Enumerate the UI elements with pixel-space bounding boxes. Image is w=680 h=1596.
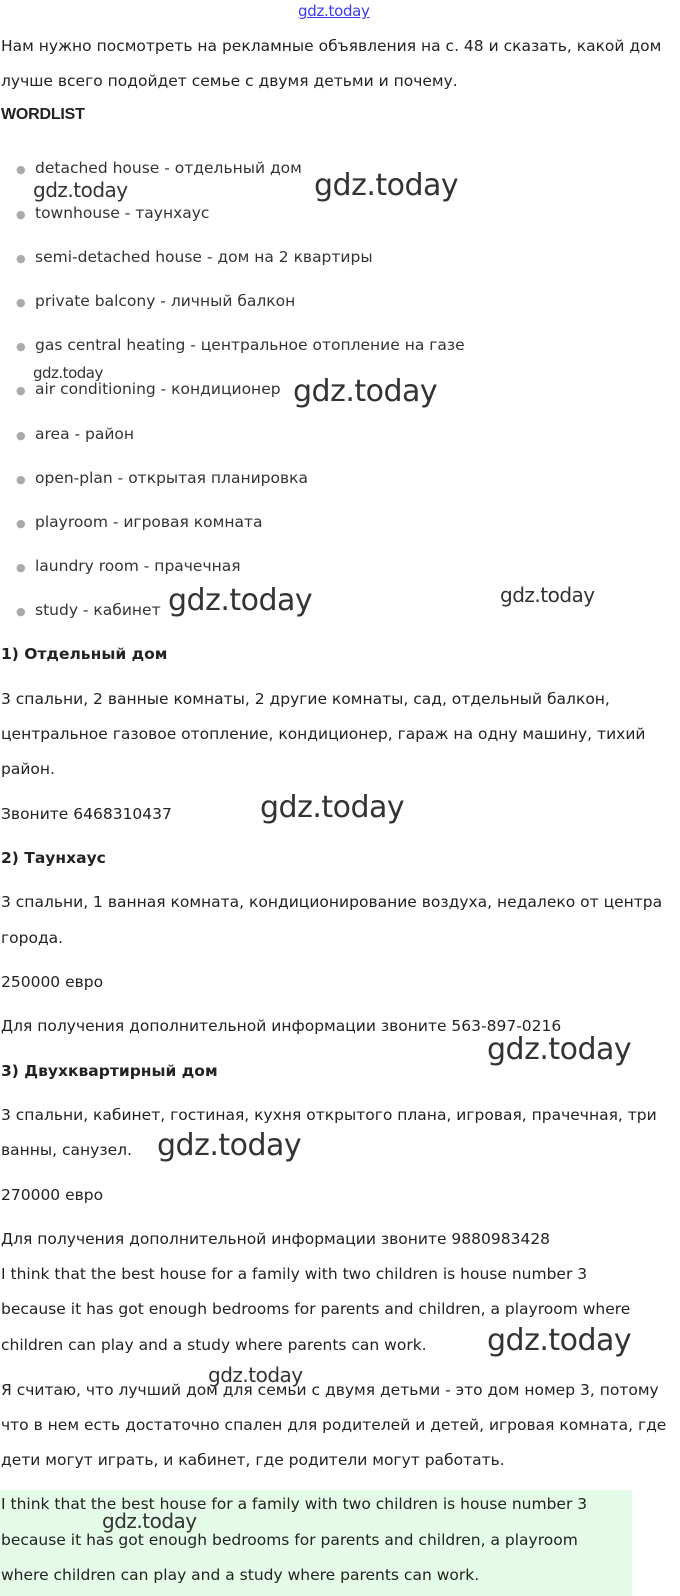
watermark: gdz.today xyxy=(487,1323,632,1358)
answer-en-line: because it has got enough bedrooms for parents and children, a playroom where xyxy=(1,1300,631,1318)
house-2-price: 250000 евро xyxy=(1,973,104,991)
wordlist-item-text: area - район xyxy=(35,425,135,443)
bullet-icon: ● xyxy=(16,561,26,574)
house-1-desc-line: центральное газовое отопление, кондиционер, гараж на одну машину, тихий xyxy=(1,725,646,743)
answer-en-line: children can play and a study where parents can work. xyxy=(1,1336,427,1354)
house-3-contact: Для получения дополнительной информации звоните 9880983428 xyxy=(1,1230,551,1248)
watermark: gdz.today xyxy=(293,374,438,409)
house-1-desc-line: 3 спальни, 2 ванные комнаты, 2 другие комнаты, сад, отдельный балкон, xyxy=(1,690,610,708)
bullet-icon: ● xyxy=(16,208,26,221)
wordlist-item xyxy=(16,424,134,446)
wordlist-item-text: laundry room - прачечная xyxy=(35,557,241,575)
watermark: gdz.today xyxy=(33,178,128,202)
bullet-icon: ● xyxy=(16,296,26,309)
wordlist-item-text: detached house - отдельный дом xyxy=(35,159,302,177)
wordlist-item-text: townhouse - таунхаус xyxy=(35,204,210,222)
watermark: gdz.today xyxy=(487,1032,632,1067)
wordlist-item xyxy=(16,335,465,357)
house-1-contact: Звоните 6468310437 xyxy=(1,805,172,823)
bullet-icon: ● xyxy=(16,252,26,265)
wordlist-item-text: private balcony - личный балкон xyxy=(35,292,296,310)
wordlist-item xyxy=(16,247,373,269)
wordlist-item-text: open-plan - открытая планировка xyxy=(35,469,308,487)
answer-highlight-line: because it has got enough bedrooms for parents and children, a playroom xyxy=(1,1531,578,1549)
bullet-icon: ● xyxy=(16,605,26,618)
watermark: gdz.today xyxy=(157,1128,302,1163)
answer-ru-line: дети могут играть, и кабинет, где родители могут работать. xyxy=(1,1451,505,1469)
wordlist-item-text: playroom - игровая комната xyxy=(35,513,263,531)
house-2-desc-line: города. xyxy=(1,929,64,947)
wordlist-item-text: study - кабинет xyxy=(35,601,161,619)
bullet-icon: ● xyxy=(16,340,26,353)
wordlist-item-text: semi-detached house - дом на 2 квартиры xyxy=(35,248,373,266)
wordlist-item-text: air conditioning - кондиционер xyxy=(35,380,281,398)
bullet-icon: ● xyxy=(16,384,26,397)
watermark: gdz.today xyxy=(500,583,595,607)
wordlist-item xyxy=(16,203,209,225)
wordlist-item xyxy=(16,379,281,401)
watermark: gdz.today xyxy=(102,1509,197,1533)
wordlist-item xyxy=(16,512,262,534)
answer-highlight-line: where children can play and a study where parents can work. xyxy=(1,1566,480,1584)
watermark: gdz.today xyxy=(260,790,405,825)
intro-line-2: лучше всего подойдет семье с двумя детьми и почему. xyxy=(1,72,458,90)
house-1-heading: 1) Отдельный дом xyxy=(1,645,168,663)
wordlist-item xyxy=(16,556,241,578)
house-3-desc-line: 3 спальни, кабинет, гостиная, кухня открытого плана, игровая, прачечная, три xyxy=(1,1106,657,1124)
intro-line-1: Нам нужно посмотреть на рекламные объявления на с. 48 и сказать, какой дом xyxy=(1,37,662,55)
house-2-contact: Для получения дополнительной информации звоните 563-897-0216 xyxy=(1,1017,562,1035)
answer-ru-line: Я считаю, что лучший дом для семьи с двумя детьми - это дом номер 3, потому xyxy=(1,1381,659,1399)
wordlist-item xyxy=(16,468,308,490)
wordlist-item-text: gas central heating - центральное отопление на газе xyxy=(35,336,465,354)
wordlist-title: WORDLIST xyxy=(1,106,85,123)
house-2-heading: 2) Таунхаус xyxy=(1,849,106,867)
wordlist-item xyxy=(16,291,295,313)
house-2-desc-line: 3 спальни, 1 ванная комната, кондиционирование воздуха, недалеко от центра xyxy=(1,893,663,911)
wordlist-item xyxy=(16,600,161,622)
answer-ru-line: что в нем есть достаточно спален для родителей и детей, игровая комната, где xyxy=(1,1416,667,1434)
house-3-desc-line: ванны, санузел. xyxy=(1,1141,132,1159)
bullet-icon: ● xyxy=(16,473,26,486)
answer-highlight-line: I think that the best house for a family with two children is house number 3 xyxy=(1,1495,588,1513)
watermark: gdz.today xyxy=(314,168,459,203)
site-header-link[interactable]: gdz.today xyxy=(298,2,370,20)
house-3-price: 270000 евро xyxy=(1,1186,104,1204)
watermark: gdz.today xyxy=(208,1363,303,1387)
bullet-icon: ● xyxy=(16,429,26,442)
bullet-icon: ● xyxy=(16,517,26,530)
watermark: gdz.today xyxy=(168,583,313,618)
house-3-heading: 3) Двухквартирный дом xyxy=(1,1062,218,1080)
bullet-icon: ● xyxy=(16,163,26,176)
wordlist-item xyxy=(16,158,302,180)
answer-en-line: I think that the best house for a family with two children is house number 3 xyxy=(1,1265,588,1283)
watermark: gdz.today xyxy=(33,364,103,382)
house-1-desc-line: район. xyxy=(1,760,55,778)
